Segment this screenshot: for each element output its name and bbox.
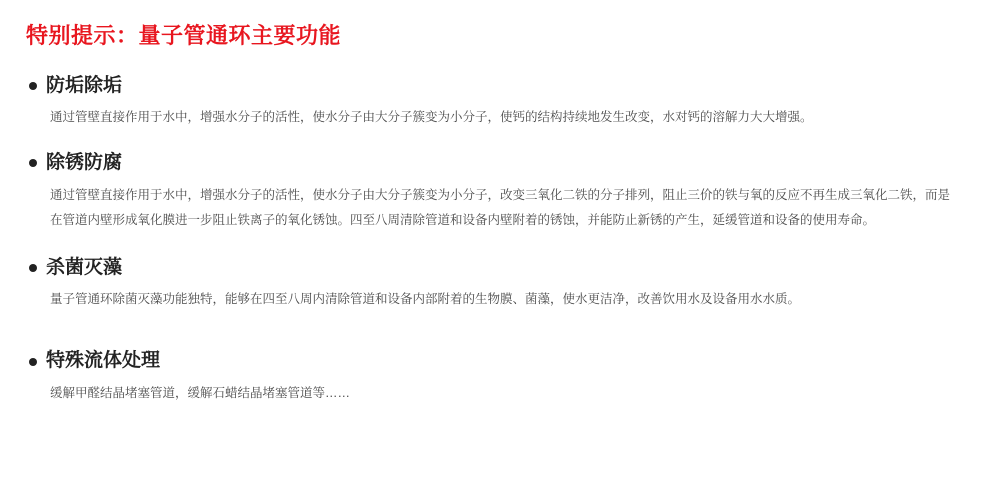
section-chuxiu-fangfu — [26, 150, 977, 233]
bullet-dot-icon — [29, 358, 37, 366]
section-body-text: 通过管壁直接作用于水中，增强水分子的活性，使水分子由大分子簇变为小分子，使钙的结构持续地发生改变，水对钙的溶解力大大增强。 — [50, 110, 813, 125]
page-title: 特别提示：量子管通环主要功能 — [26, 23, 342, 48]
section-fanggou-chugou — [26, 73, 977, 131]
section-heading — [26, 348, 977, 375]
section-heading — [26, 150, 977, 177]
section-heading-label: 特殊流体处理 — [46, 350, 161, 372]
section-body-text: 量子管通环除菌灭藻功能独特，能够在四至八周内清除管道和设备内部附着的生物膜、菌藻，使水更洁净，改善饮用水及设备用水水质。 — [50, 292, 801, 307]
section-heading — [26, 73, 977, 100]
section-teshu-liuti-chuli — [26, 348, 977, 406]
section-heading-label: 除锈防腐 — [46, 152, 123, 174]
section-heading-label: 防垢除垢 — [46, 74, 123, 96]
section-body-text: 通过管壁直接作用于水中，增强水分子的活性，使水分子由大分子簇变为小分子，改变三氧化二铁的分子排列，阻止三价的铁与氧的反应不再生成三氧化二铁，而是在管道内壁形成氧化膜进一步阻止铁离子的氧化锈蚀。四至八周清除管道和设备内壁附着的锈蚀，并能防止新锈的产生，延缓管道和设备的使用寿命。 — [50, 187, 951, 227]
bullet-dot-icon — [29, 159, 37, 167]
bullet-dot-icon — [29, 264, 37, 272]
section-shajun-miezao — [26, 255, 977, 313]
section-body-text: 缓解甲醛结晶堵塞管道，缓解石蜡结晶堵塞管道等…… — [50, 385, 351, 400]
bullet-dot-icon — [29, 82, 37, 90]
section-heading-label: 杀菌灭藻 — [46, 256, 123, 278]
section-heading — [26, 255, 977, 282]
